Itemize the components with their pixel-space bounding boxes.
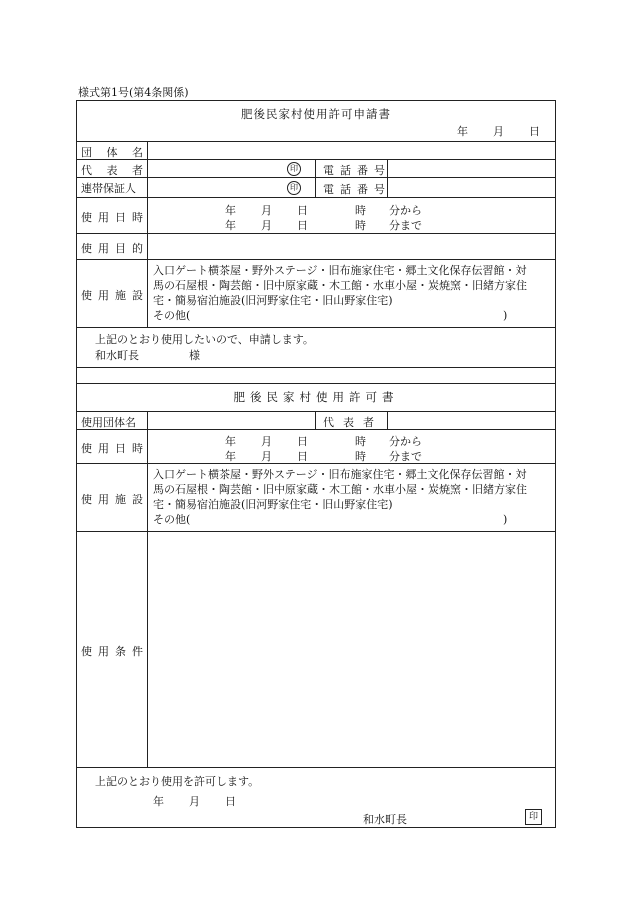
- facility-line: 入口ゲート横茶屋・野外ステージ・旧布施家住宅・郷土文化保存伝習館・対: [153, 468, 527, 481]
- group-name-field[interactable]: [149, 142, 553, 158]
- seal-icon: 印: [287, 181, 301, 195]
- facility-line: 馬の石屋根・陶芸館・旧中原家蔵・木工館・水車小屋・炭焼窯・旧緒方家住: [153, 483, 527, 496]
- label-permit-facility: 使用施設: [81, 493, 143, 506]
- time-to: 分まで: [389, 450, 422, 463]
- form-number-label: 様式第1号(第4条関係): [78, 86, 189, 99]
- addressee: 和水町長: [95, 349, 139, 362]
- application-date-year: 年: [457, 125, 468, 138]
- other-close: ): [503, 309, 508, 322]
- permit-title: 肥後民家村使用許可書: [233, 390, 399, 404]
- time-year: 年: [225, 219, 236, 232]
- label-representative: 代表者: [81, 164, 143, 177]
- label-guarantor: 連帯保証人: [81, 182, 136, 195]
- time-year: 年: [225, 435, 236, 448]
- label-usage-facility: 使用施設: [81, 289, 143, 302]
- label-permit-conditions: 使用条件: [81, 645, 143, 658]
- approval-date-day: 日: [225, 795, 236, 808]
- label-phone-rep: 電話番号: [323, 164, 391, 177]
- other-close: ): [503, 513, 508, 526]
- facility-line: 馬の石屋根・陶芸館・旧中原家蔵・木工館・水車小屋・炭焼窯・旧緒方家住: [153, 279, 527, 292]
- time-hour: 時: [355, 450, 366, 463]
- time-month: 月: [261, 219, 272, 232]
- time-hour: 時: [355, 219, 366, 232]
- facility-list: [153, 263, 557, 323]
- phone-field-guarantor[interactable]: [389, 178, 553, 196]
- time-to: 分まで: [389, 219, 422, 232]
- request-statement: 上記のとおり使用したいので、申請します。: [95, 333, 314, 346]
- label-usage-purpose: 使用目的: [81, 242, 143, 255]
- time-from: 分から: [389, 204, 422, 217]
- guarantor-field[interactable]: [149, 178, 289, 196]
- time-month: 月: [261, 204, 272, 217]
- approval-date-month: 月: [189, 795, 200, 808]
- time-from: 分から: [389, 435, 422, 448]
- time-year: 年: [225, 204, 236, 217]
- label-phone-guarantor: 電話番号: [323, 183, 391, 196]
- honorific: 様: [189, 349, 200, 362]
- application-date-day: 日: [529, 125, 540, 138]
- application-title: 肥後民家村使用許可申請書: [241, 107, 391, 121]
- time-year: 年: [225, 450, 236, 463]
- purpose-field[interactable]: [149, 235, 553, 257]
- time-day: 日: [297, 204, 308, 217]
- approval-statement: 上記のとおり使用を許可します。: [95, 775, 260, 788]
- approval-date-year: 年: [153, 795, 164, 808]
- permit-group-name-field[interactable]: [149, 412, 313, 428]
- label-permit-representative: 代表者: [323, 416, 383, 429]
- other-label: その他(: [153, 513, 191, 526]
- official-seal-icon: 印: [525, 809, 542, 825]
- form-frame: [76, 100, 556, 828]
- application-date-month: 月: [493, 125, 504, 138]
- phone-field-rep[interactable]: [389, 160, 553, 176]
- time-day: 日: [297, 219, 308, 232]
- time-day: 日: [297, 450, 308, 463]
- facility-line: 入口ゲート横茶屋・野外ステージ・旧布施家住宅・郷土文化保存伝習館・対: [153, 264, 527, 277]
- label-usage-datetime: 使用日時: [81, 211, 143, 224]
- representative-field[interactable]: [149, 160, 289, 176]
- time-hour: 時: [355, 204, 366, 217]
- label-group-name: 団体名: [81, 146, 143, 159]
- facility-line: 宅・簡易宿泊施設(旧河野家住宅・旧山野家住宅): [153, 294, 393, 307]
- permit-representative-field[interactable]: [389, 412, 553, 428]
- other-label: その他(: [153, 309, 191, 322]
- time-hour: 時: [355, 435, 366, 448]
- time-month: 月: [261, 450, 272, 463]
- facility-line: 宅・簡易宿泊施設(旧河野家住宅・旧山野家住宅): [153, 498, 393, 511]
- time-month: 月: [261, 435, 272, 448]
- permit-facility-list: [153, 467, 557, 527]
- label-permit-datetime: 使用日時: [81, 442, 143, 455]
- issuer: 和水町長: [363, 813, 407, 826]
- label-permit-group-name: 使用団体名: [81, 416, 136, 429]
- time-day: 日: [297, 435, 308, 448]
- seal-icon: 印: [287, 162, 301, 176]
- permit-conditions-field[interactable]: [149, 533, 553, 765]
